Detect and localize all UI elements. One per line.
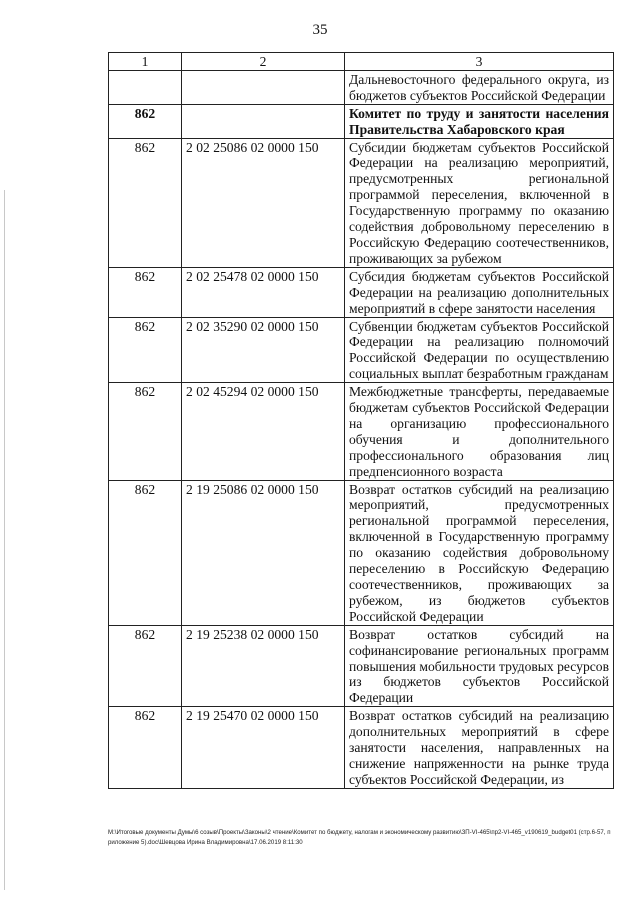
admin-code-cell xyxy=(109,70,182,104)
description-cell: Дальневосточного федерального округа, из бюджетов субъектов Российской Федерации xyxy=(345,70,614,104)
revenue-codes-table xyxy=(108,52,614,789)
admin-code-cell: 862 xyxy=(109,267,182,317)
file-path-footer: M:\Итоговые документы Думы\6 созыв\Проекты\Законы\2 чтение\Комитет по бюджету, налогам и экономическому развитию\ЗП-VI-465\пр2-VI-465_v190619_budget01 (стр.6-57, приложение 5).doc\Шевцова Ирина Владимировна\17.06.2019 8:11:30 xyxy=(108,829,611,846)
budget-code-cell xyxy=(182,104,345,138)
description-cell: Возврат остатков субсидий на софинансирование региональных программ повышения мобильности трудовых ресурсов из бюджетов субъектов Российской Федерации xyxy=(345,625,614,707)
budget-code-cell xyxy=(182,70,345,104)
budget-code-cell: 2 19 25470 02 0000 150 xyxy=(182,707,345,789)
table-row xyxy=(109,707,614,789)
table-header-row xyxy=(109,53,614,71)
table-row xyxy=(109,70,614,104)
description-cell: Субсидии бюджетам субъектов Российской Федерации на реализацию мероприятий, предусмотренных региональной программой переселения, включенной в Государственную программу по оказанию содействия добровольному переселению в Российскую Федерацию соотечественников, проживающих за рубежом xyxy=(345,138,614,267)
page-number: 35 xyxy=(312,22,328,38)
table-row xyxy=(109,480,614,625)
table-row xyxy=(109,138,614,267)
budget-code-cell: 2 02 25086 02 0000 150 xyxy=(182,138,345,267)
description-cell: Возврат остатков субсидий на реализацию мероприятий, предусмотренных региональной программой переселения, включенной в Государственную программу по оказанию содействия добровольному переселению в Российскую Федерацию соотечественников, проживающих за рубежом, из бюджетов субъектов Российской Федерации xyxy=(345,480,614,625)
admin-code-cell: 862 xyxy=(109,317,182,383)
admin-code-cell: 862 xyxy=(109,625,182,707)
budget-code-cell: 2 19 25238 02 0000 150 xyxy=(182,625,345,707)
admin-code-cell: 862 xyxy=(109,104,182,138)
budget-code-cell: 2 02 25478 02 0000 150 xyxy=(182,267,345,317)
table-body xyxy=(109,70,614,788)
description-cell: Межбюджетные трансферты, передаваемые бюджетам субъектов Российской Федерации на организацию профессионального обучения и дополнительного профессионального образования лиц предпенсионного возраста xyxy=(345,383,614,480)
table-row xyxy=(109,104,614,138)
admin-code-cell: 862 xyxy=(109,383,182,480)
table-row xyxy=(109,267,614,317)
description-cell: Субсидия бюджетам субъектов Российской Федерации на реализацию дополнительных мероприятий в сфере занятости населения xyxy=(345,267,614,317)
description-cell: Возврат остатков субсидий на реализацию дополнительных мероприятий в сфере занятости населения, направленных на снижение напряженности на рынке труда субъектов Российской Федерации, из xyxy=(345,707,614,789)
budget-code-cell: 2 02 35290 02 0000 150 xyxy=(182,317,345,383)
table-row xyxy=(109,625,614,707)
admin-code-cell: 862 xyxy=(109,480,182,625)
scan-edge-line xyxy=(4,190,5,890)
column-header: 2 xyxy=(182,53,345,71)
budget-code-cell: 2 19 25086 02 0000 150 xyxy=(182,480,345,625)
admin-code-cell: 862 xyxy=(109,707,182,789)
column-header: 1 xyxy=(109,53,182,71)
table-row xyxy=(109,383,614,480)
description-cell: Комитет по труду и занятости населения Правительства Хабаровского края xyxy=(345,104,614,138)
admin-code-cell: 862 xyxy=(109,138,182,267)
column-header: 3 xyxy=(345,53,614,71)
table-row xyxy=(109,317,614,383)
budget-code-cell: 2 02 45294 02 0000 150 xyxy=(182,383,345,480)
description-cell: Субвенции бюджетам субъектов Российской Федерации на реализацию полномочий Российской Федерации по осуществлению социальных выплат безработным гражданам xyxy=(345,317,614,383)
